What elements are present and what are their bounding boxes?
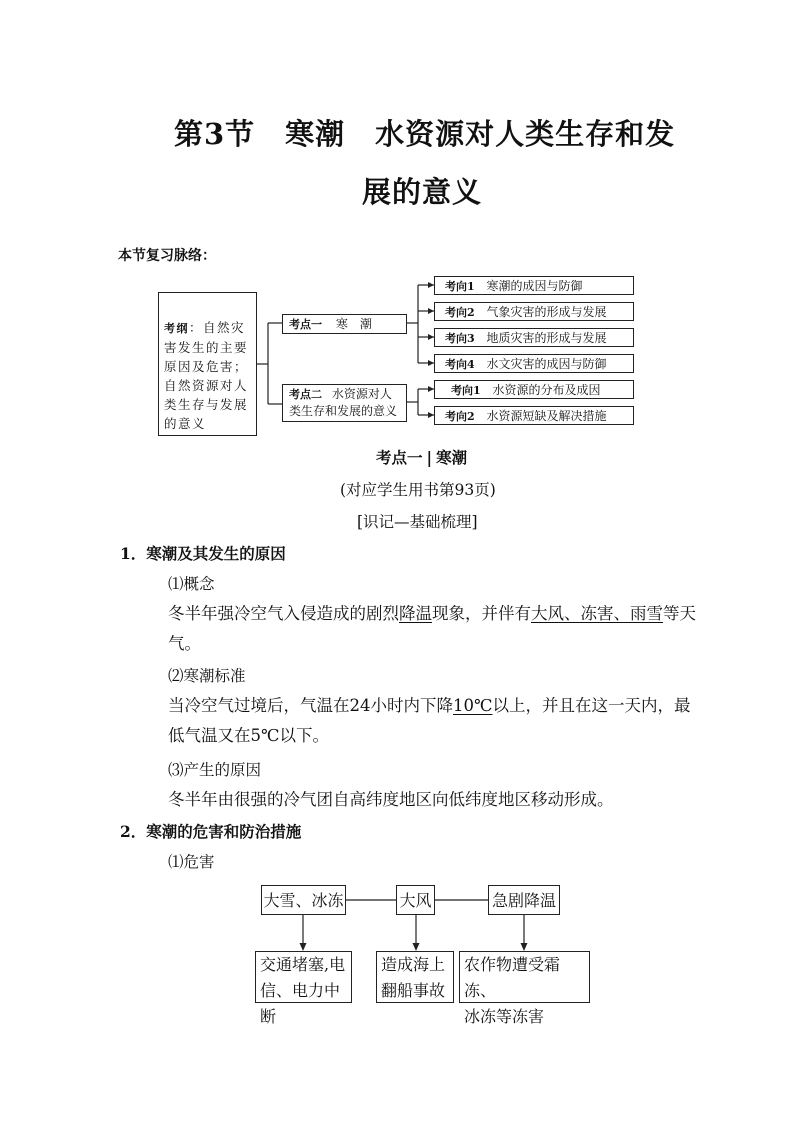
harm-label: ⑴危害 [168, 853, 215, 871]
outline-text: ：自然灾害发生的主要原因及危害；自然资源对人类生存与发展的意义 [164, 320, 249, 431]
point2-tag: 考点二 [289, 388, 322, 401]
section-title: 寒潮 [436, 448, 468, 467]
direction-text: 地质灾害的形成与发展 [486, 331, 607, 345]
page-title-line1: 第3节 寒潮 水资源对人类生存和发 [174, 117, 676, 151]
direction-tag: 考向2 [445, 410, 475, 423]
harm-cause-snow: 大雪、冰冻 [261, 885, 346, 915]
harm-effect-shipwreck [376, 951, 454, 1003]
standard-text-b: 以上，并且在这一天内，最 [492, 696, 691, 715]
direction-text: 水文灾害的成因与防御 [486, 357, 607, 371]
effect-line: 农作物遭受霜冻、 [464, 955, 561, 1000]
direction-tag: 考向2 [445, 306, 475, 319]
point1-text: 寒 潮 [335, 317, 372, 331]
direction-text: 水资源的分布及成因 [492, 383, 601, 397]
concept-blank-2: 大风、冻害、雨雪 [531, 604, 663, 623]
effect-line: 翻船事故 [381, 981, 446, 1000]
concept-text-b: 现象，并伴有 [432, 604, 531, 623]
harm-effect-traffic [255, 951, 352, 1026]
concept-text-a: 冬半年强冷空气入侵造成的剧烈 [168, 604, 399, 623]
review-label: 本节复习脉络： [118, 248, 216, 264]
harm-cause-cooling: 急剧降温 [488, 885, 560, 915]
cause-text: 冬半年由很强的冷气团自高纬度地区向低纬度地区移动形成。 [168, 790, 614, 809]
harm-cause-wind: 大风 [396, 885, 435, 915]
page-title-line2: 展的意义 [362, 175, 483, 209]
direction-tag: 考向1 [445, 280, 475, 293]
concept-line2: 气。 [168, 634, 201, 653]
section-separator: | [426, 448, 433, 467]
effect-line: 冰冻等冻害 [464, 1007, 545, 1026]
direction-tag: 考向1 [451, 384, 481, 397]
direction-text: 寒潮的成因与防御 [486, 279, 583, 293]
effect-line: 信、电力中断 [260, 981, 341, 1026]
outline-tag: 考纲 [164, 322, 189, 335]
direction-text: 水资源短缺及解决措施 [486, 409, 607, 423]
item2-heading: 2．寒潮的危害和防治措施 [120, 822, 302, 841]
standard-text-a: 当冷空气过境后，气温在24小时内下降 [168, 696, 453, 715]
concept-blank-1: 降温 [399, 604, 432, 623]
harm-effect-crops [459, 951, 590, 1026]
standard-line2: 低气温又在5℃以下。 [168, 726, 329, 745]
section-tag: 考点一 [376, 448, 423, 467]
section-reference: (对应学生用书第93页) [340, 481, 496, 499]
standard-label: ⑵寒潮标准 [168, 667, 246, 685]
effect-line: 交通堵塞,电 [260, 955, 346, 974]
cause-label: ⑶产生的原因 [168, 761, 262, 779]
point1-tag: 考点一 [289, 318, 322, 331]
point2-text: 水资源对人类生存和发展的意义 [289, 387, 398, 418]
standard-blank: 10℃ [453, 696, 493, 715]
direction-tag: 考向3 [445, 332, 475, 345]
effect-line: 造成海上 [381, 955, 446, 974]
concept-text-c: 等天 [663, 604, 696, 623]
section-subheading: [识记—基础梳理] [357, 513, 478, 531]
concept-label: ⑴概念 [168, 575, 215, 593]
direction-text: 气象灾害的形成与发展 [486, 305, 607, 319]
item1-heading: 1．寒潮及其发生的原因 [120, 544, 286, 563]
direction-tag: 考向4 [445, 358, 475, 371]
